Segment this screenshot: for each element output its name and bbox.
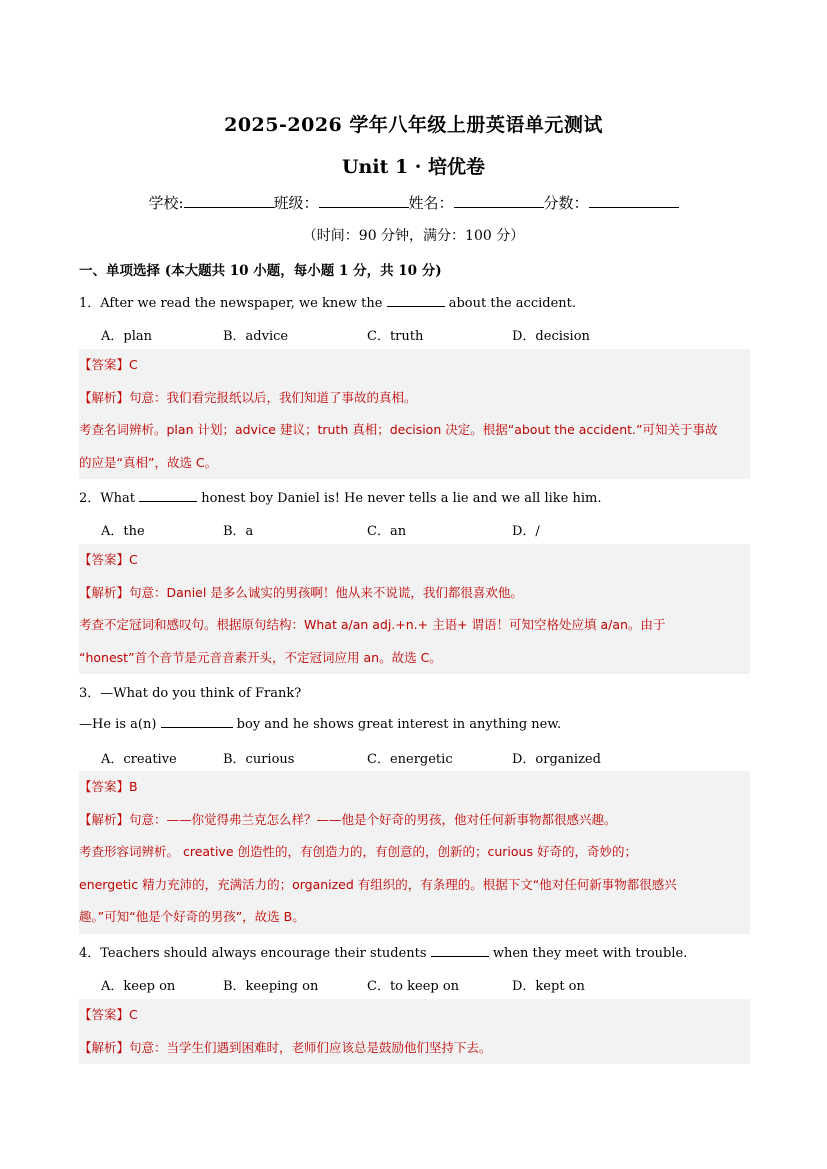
answer-line: 【答案】C [79,357,138,372]
question-2-options [101,520,721,538]
question-4-options [101,975,721,993]
analysis-line: 考查不定冠词和感叹句。根据原句结构：What a/an adj.+n.+ 主语+ 谓语！可知空格处应填 a/an。由于 [79,617,666,632]
section-title: 一、单项选择 (本大题共 10 小题，每小题 1 分，共 10 分) [79,263,442,279]
question-3-stem: —He is a(n) boy and he shows great interest in anything new. [79,717,562,732]
analysis-line: energetic 精力充沛的，充满活力的；organized 有组织的，有条理的。根据下文“他对任何新事物都很感兴 [79,876,677,892]
question-1-options [101,325,721,343]
question-3-answer-box [79,771,750,934]
question-1-answer-box [79,349,750,479]
option-d: D．organized [512,752,601,767]
analysis-line: 考查名词辨析。plan 计划；advice 建议；truth 真相；decision 决定。根据“about the accident.”可知关于事故 [79,422,718,437]
analysis-line: 【解析】句意：Daniel 是多么诚实的男孩啊！他从来不说谎，我们都很喜欢他。 [79,584,523,600]
class-label: 班级： [273,194,319,212]
question-2-stem: 2．What honest boy Daniel is! He never tells a lie and we all like him. [79,491,602,506]
question-1-stem: 1．After we read the newspaper, we knew the about the accident. [79,296,576,311]
option-b: B．advice [223,329,289,344]
option-c: C．to keep on [367,979,460,994]
answer-line: 【答案】C [79,552,138,567]
analysis-line: 【解析】句意：当学生们遇到困难时，老师们应该总是鼓励他们坚持下去。 [79,1039,492,1055]
option-a: A．plan [101,329,152,344]
question-2-answer-box [79,544,750,674]
option-a: A．creative [101,752,177,767]
question-3-dialog-line: 3．—What do you think of Frank? [79,686,302,701]
option-b: B．curious [223,752,295,767]
question-3-options [101,748,721,766]
answer-line: 【答案】B [79,779,138,794]
question-4-stem: 4．Teachers should always encourage their students when they meet with trouble. [79,946,688,961]
option-a: A．keep on [101,979,176,994]
answer-blank [387,294,445,307]
option-d: D．kept on [512,979,585,994]
answer-blank [139,489,197,502]
school-blank [184,193,274,208]
score-blank [589,193,679,208]
school-label: 学校: [148,194,184,212]
exam-subtitle: Unit 1 · 培优卷 [341,156,486,178]
name-label: 姓名： [408,194,454,212]
option-d: D．/ [512,524,540,539]
option-d: D．decision [512,329,590,344]
analysis-line: 的应是“真相”，故选 C。 [79,454,218,470]
answer-line: 【答案】C [79,1007,138,1022]
option-c: C．energetic [367,752,453,767]
class-blank [319,193,409,208]
analysis-line: “honest”首个音节是元音音素开头，不定冠词应用 an。故选 C。 [79,649,442,665]
name-blank [454,193,544,208]
option-a: A．the [101,524,145,539]
question-4-answer-box [79,999,750,1064]
option-b: B．keeping on [223,979,319,994]
answer-blank [431,944,489,957]
analysis-line: 考查形容词辨析。 creative 创造性的，有创造力的，有创意的，创新的；curious 好奇的，奇妙的； [79,844,637,859]
answer-blank [161,715,233,728]
analysis-line: 【解析】句意：我们看完报纸以后，我们知道了事故的真相。 [79,389,417,405]
analysis-line: 趣。”可知“他是个好奇的男孩”，故选 B。 [79,909,305,924]
score-label: 分数： [543,194,589,212]
option-c: C．an [367,524,407,539]
analysis-line: 【解析】句意：——你觉得弗兰克怎么样？——他是个好奇的男孩，他对任何新事物都很感兴趣。 [79,811,617,827]
student-info-row [0,192,827,213]
time-info: （时间：90 分钟，满分：100 分） [302,228,525,244]
option-b: B．a [223,524,254,539]
option-c: C．truth [367,329,424,344]
exam-title: 2025-2026 学年八年级上册英语单元测试 [224,114,603,136]
